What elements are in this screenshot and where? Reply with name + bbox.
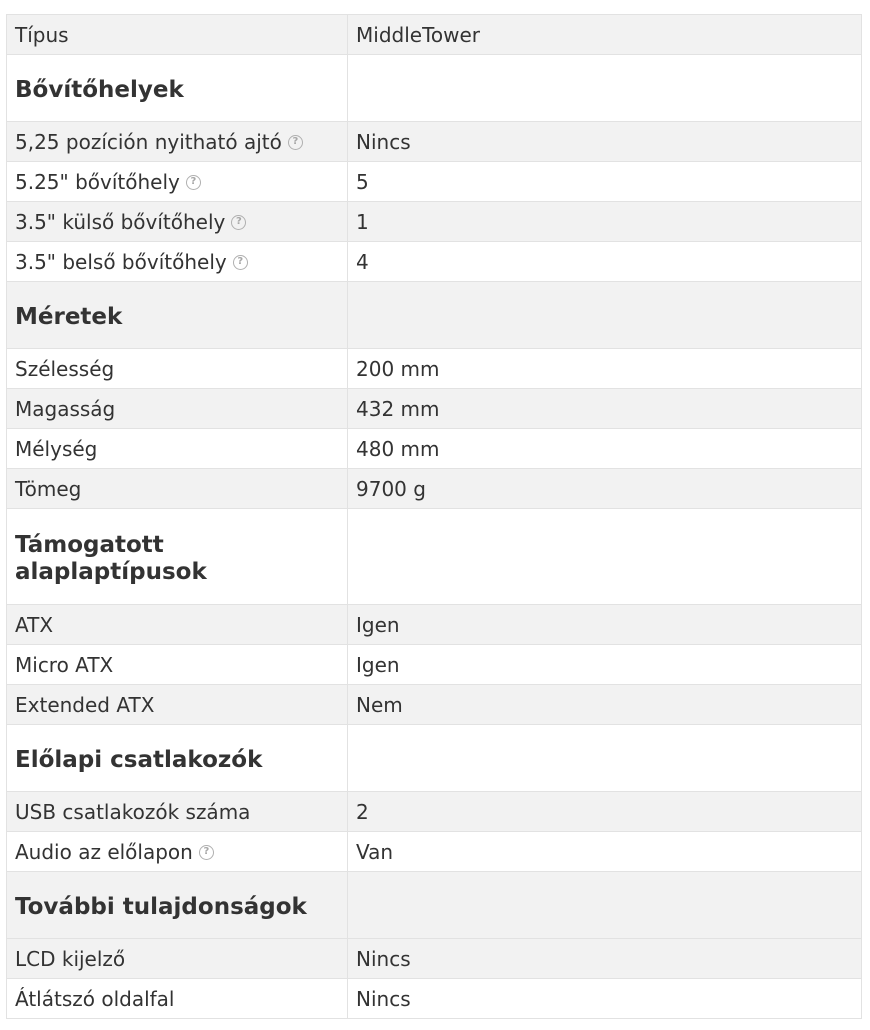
help-icon[interactable]: ? [288, 135, 303, 150]
section-empty-cell [348, 282, 862, 349]
help-icon[interactable]: ? [233, 255, 248, 270]
spec-label: Tömeg [7, 469, 348, 509]
spec-label: 3.5" belső bővítőhely [15, 249, 227, 274]
spec-label: Mélység [7, 429, 348, 469]
section-title: Bővítőhelyek [7, 55, 348, 122]
section-header-elolapi [7, 725, 862, 792]
spec-label: Átlátszó oldalfal [7, 979, 348, 1019]
spec-row-atlatszo [7, 979, 862, 1019]
spec-value: Van [348, 832, 862, 872]
spec-row-kulso-35 [7, 202, 862, 242]
spec-row-szelesseg [7, 349, 862, 389]
spec-value: 432 mm [348, 389, 862, 429]
spec-value: 200 mm [348, 349, 862, 389]
spec-value: 480 mm [348, 429, 862, 469]
spec-row-atx [7, 605, 862, 645]
spec-value: Nincs [348, 939, 862, 979]
spec-label-cell [7, 122, 348, 162]
section-empty-cell [348, 509, 862, 605]
spec-label-cell [7, 202, 348, 242]
section-title: Támogatott alaplaptípusok [7, 509, 348, 605]
spec-row-lcd [7, 939, 862, 979]
spec-row-melyseg [7, 429, 862, 469]
spec-label-cell [7, 162, 348, 202]
spec-value: 1 [348, 202, 862, 242]
section-title: További tulajdonságok [7, 872, 348, 939]
spec-label: Audio az előlapon [15, 839, 193, 864]
spec-value: 5 [348, 162, 862, 202]
spec-label: ATX [7, 605, 348, 645]
section-empty-cell [348, 55, 862, 122]
help-icon[interactable]: ? [186, 175, 201, 190]
section-header-tovabbi [7, 872, 862, 939]
help-icon[interactable]: ? [199, 845, 214, 860]
spec-label: Magasság [7, 389, 348, 429]
spec-row-nyithato-ajto [7, 122, 862, 162]
spec-row-tomeg [7, 469, 862, 509]
section-header-alaplap [7, 509, 862, 605]
spec-label: 5.25" bővítőhely [15, 169, 180, 194]
spec-value: Igen [348, 605, 862, 645]
spec-value: 2 [348, 792, 862, 832]
section-title: Méretek [7, 282, 348, 349]
spec-row-audio [7, 832, 862, 872]
help-icon[interactable]: ? [231, 215, 246, 230]
spec-label: 3.5" külső bővítőhely [15, 209, 226, 234]
specifications-table [6, 14, 862, 1019]
spec-row-belso-35 [7, 242, 862, 282]
spec-value: Igen [348, 645, 862, 685]
spec-label: Extended ATX [7, 685, 348, 725]
spec-value: Nincs [348, 979, 862, 1019]
spec-row-tipus [7, 15, 862, 55]
spec-row-magassag [7, 389, 862, 429]
spec-row-micro-atx [7, 645, 862, 685]
spec-label: 5,25 pozíción nyitható ajtó [15, 129, 282, 154]
spec-label-cell [7, 832, 348, 872]
section-header-meretek [7, 282, 862, 349]
spec-label: LCD kijelző [7, 939, 348, 979]
spec-label: Micro ATX [7, 645, 348, 685]
spec-value: 9700 g [348, 469, 862, 509]
spec-value: 4 [348, 242, 862, 282]
spec-row-usb-szama [7, 792, 862, 832]
spec-label: Típus [7, 15, 348, 55]
section-empty-cell [348, 725, 862, 792]
spec-value: Nincs [348, 122, 862, 162]
spec-row-bovitohely-525 [7, 162, 862, 202]
section-empty-cell [348, 872, 862, 939]
spec-label: Szélesség [7, 349, 348, 389]
spec-label: USB csatlakozók száma [7, 792, 348, 832]
spec-label-cell [7, 242, 348, 282]
spec-row-extended-atx [7, 685, 862, 725]
section-header-bovitohelyek [7, 55, 862, 122]
spec-value: Nem [348, 685, 862, 725]
section-title: Előlapi csatlakozók [7, 725, 348, 792]
spec-value: MiddleTower [348, 15, 862, 55]
